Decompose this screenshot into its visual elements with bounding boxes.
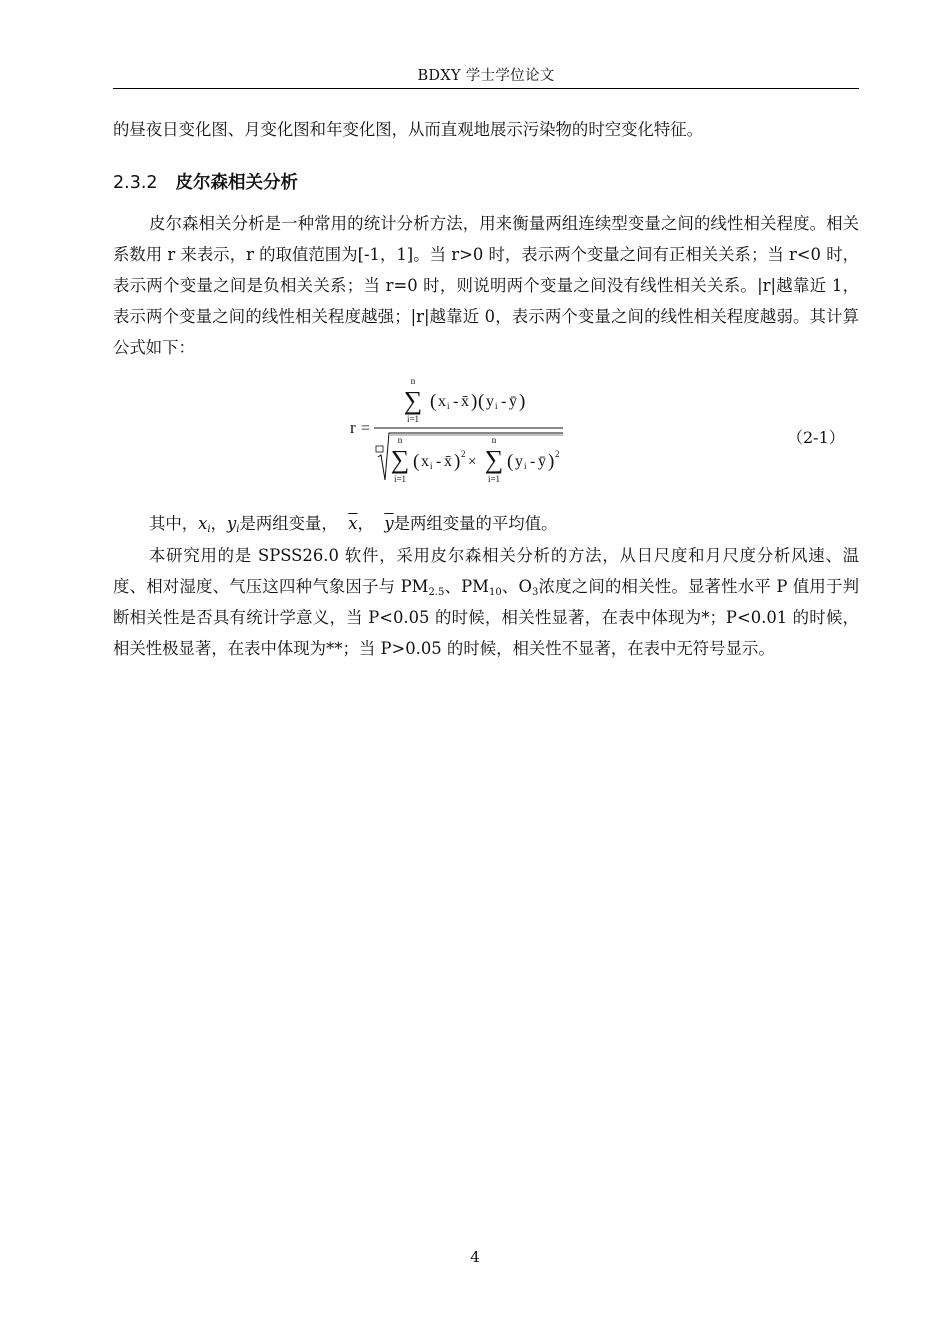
var-y: y bbox=[227, 514, 237, 533]
method-part-4: 浓度之间的相关性。显著性水平 P 值用于判断相关性是否具有统计学意义，当 P<0.05 的时候，相关性显著，在表中体现为*；P<0.01 的时候，相关性极显著，在表中体现为**；当 P>0.05 的时候，相关性不显著，在表中无符号显示。 bbox=[113, 577, 859, 658]
num-lparen-2: ( bbox=[478, 391, 485, 412]
num-sum-upper: n bbox=[410, 376, 416, 386]
den-sum2-upper: n bbox=[491, 435, 497, 445]
num-minus-2: - bbox=[501, 393, 507, 410]
den-lparen-2: ( bbox=[507, 451, 514, 472]
num-y-sub: i bbox=[495, 401, 498, 411]
den-sum1-lower: i=1 bbox=[393, 474, 407, 484]
den-sum1-upper: n bbox=[397, 435, 403, 445]
page-number: 4 bbox=[470, 1248, 480, 1266]
den-rparen-1: ) bbox=[454, 451, 461, 472]
den-times: × bbox=[468, 454, 477, 470]
den-minus-1: - bbox=[436, 453, 442, 470]
num-rparen-1: ) bbox=[471, 391, 478, 412]
var-y-mean: $\overline{y}$ bbox=[384, 514, 394, 533]
den-y: y bbox=[515, 453, 523, 470]
den-square-1: 2 bbox=[461, 449, 466, 459]
num-lparen-1: ( bbox=[430, 391, 437, 412]
method-part-2: 、PM bbox=[444, 577, 489, 596]
section-heading bbox=[113, 168, 298, 198]
var-x-mean: $\overline{x}$ bbox=[348, 514, 358, 533]
num-sum-lower: i=1 bbox=[406, 414, 420, 424]
vars-mid: 是两组变量， bbox=[239, 514, 338, 533]
vars-prefix: 其中， bbox=[149, 514, 199, 533]
den-square-2: 2 bbox=[555, 449, 560, 459]
vars-sep: ， bbox=[210, 514, 228, 533]
den-x-sub: i bbox=[430, 461, 433, 471]
section-title: 皮尔森相关分析 bbox=[175, 173, 299, 193]
o3-sub: 3 bbox=[531, 587, 539, 598]
paragraph-variables bbox=[113, 508, 859, 539]
den-rparen-2: ) bbox=[548, 451, 555, 472]
formula-equals: = bbox=[361, 420, 371, 437]
num-minus-1: - bbox=[453, 393, 459, 410]
var-y-sub: i bbox=[236, 524, 240, 535]
num-y: y bbox=[486, 393, 494, 410]
header-title: BDXY 学士学位论文 bbox=[417, 68, 555, 84]
den-sum1-sigma: ∑ bbox=[390, 445, 410, 474]
paragraph-pearson-intro: 皮尔森相关分析是一种常用的统计分析方法，用来衡量两组连续型变量之间的线性相关程度。相关系数用 r 来表示，r 的取值范围为[-1，1]。当 r>0 时，表示两个变量之间有正相关关系；当 r<0 时，表示两个变量之间是负相关关系；当 r=0 时，则说明两个变量之间没有线性相关关系。|r|越靠近 1，表示两个变量之间的线性相关程度越强；|r|越靠近 0，表示两个变量之间的线性相关程度越弱。其计算公式如下： bbox=[113, 214, 859, 357]
pm25-sub: 2.5 bbox=[428, 587, 445, 598]
vars-suffix: 是两组变量的平均值。 bbox=[393, 514, 558, 533]
den-y-sub: i bbox=[524, 461, 527, 471]
intro-continuation: 的昼夜日变化图、月变化图和年变化图，从而直观地展示污染物的时空变化特征。 bbox=[113, 120, 704, 139]
den-lparen-1: ( bbox=[413, 451, 420, 472]
num-sigma: ∑ bbox=[403, 386, 423, 415]
num-x-sub: i bbox=[447, 401, 450, 411]
formula-svg bbox=[350, 375, 570, 490]
section-number: 2.3.2 bbox=[113, 173, 158, 193]
page-header bbox=[113, 66, 859, 89]
pm10-sub: 10 bbox=[488, 587, 502, 598]
paragraph-method bbox=[113, 540, 859, 664]
den-x-bar: x̄ bbox=[444, 453, 452, 470]
equation-number: （2-1） bbox=[787, 428, 845, 447]
den-minus-2: - bbox=[530, 453, 536, 470]
radical-index-box bbox=[376, 446, 383, 452]
num-rparen-2: ) bbox=[519, 391, 526, 412]
num-y-bar: ȳ bbox=[509, 393, 517, 410]
den-y-bar: ȳ bbox=[538, 453, 546, 470]
den-sum2-lower: i=1 bbox=[487, 474, 501, 484]
vars-sep2: ， bbox=[357, 514, 374, 533]
den-x: x bbox=[421, 453, 429, 470]
num-x-bar: x̄ bbox=[461, 393, 469, 410]
method-part-3: 、O bbox=[501, 577, 532, 596]
formula-lhs: r bbox=[350, 418, 356, 437]
num-x: x bbox=[438, 393, 446, 410]
var-x: x bbox=[198, 514, 208, 533]
den-sum2-sigma: ∑ bbox=[484, 445, 504, 474]
pearson-formula bbox=[350, 375, 570, 490]
var-x-sub: i bbox=[207, 524, 211, 535]
method-part-1: 本研究用的是 SPSS26.0 软件，采用皮尔森相关分析的方法，从日尺度和月尺度分析风速、温度、相对湿度、气压这四种气象因子与 PM bbox=[113, 546, 859, 596]
